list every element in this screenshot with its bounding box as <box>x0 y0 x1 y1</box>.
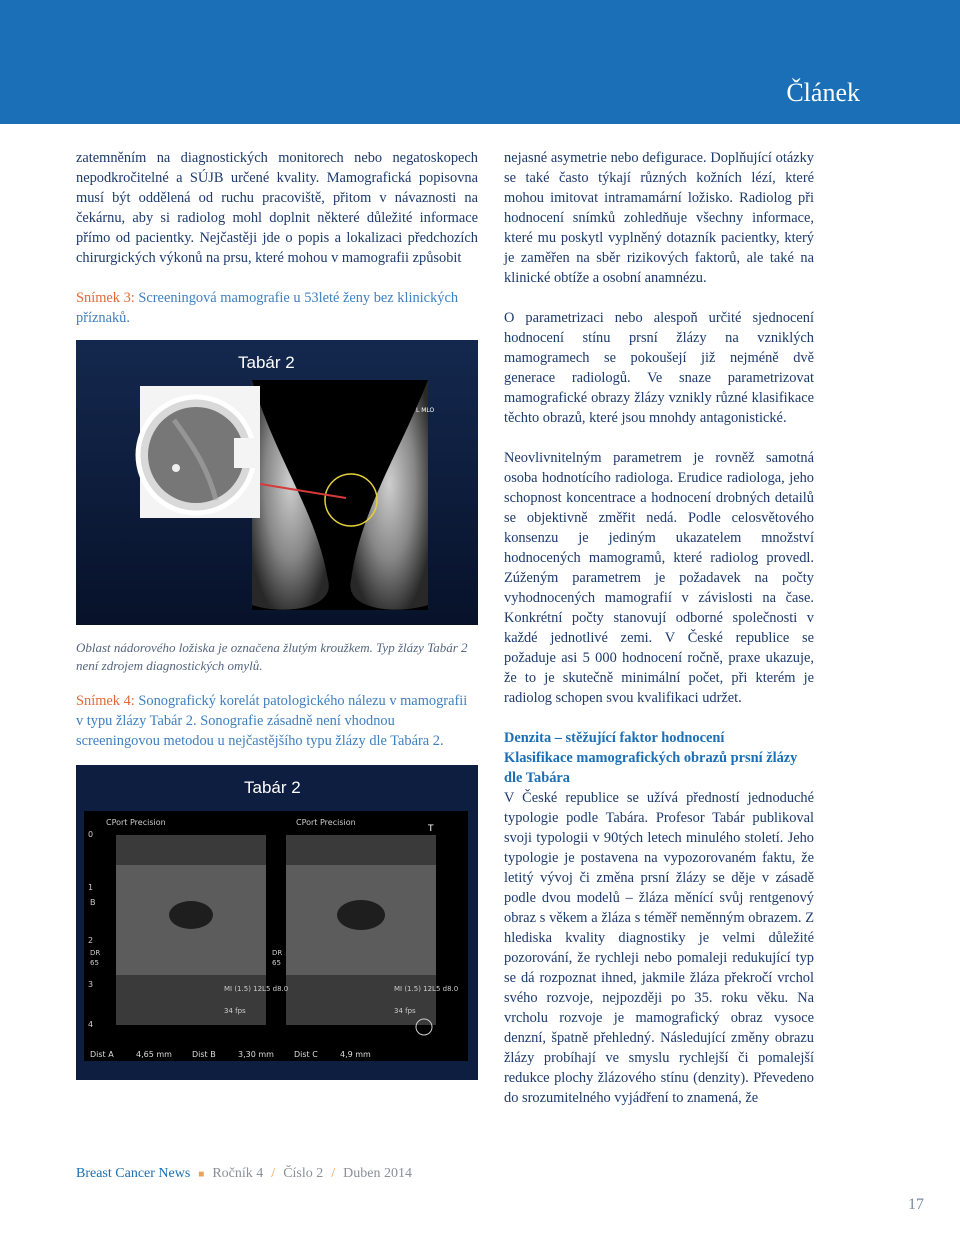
dist-a-value: 4,65 mm <box>136 1050 172 1059</box>
left-column <box>76 148 478 1080</box>
scale-4: 4 <box>88 1020 94 1029</box>
side-label-t: T <box>428 824 434 834</box>
figure-3-note: Oblast nádorového ložiska je označena žlutým kroužkem. Typ žlázy Tabár 2 není zdrojem diagnostických omylů. <box>76 640 468 673</box>
dr-right: DR <box>272 949 283 957</box>
issue: Číslo 2 <box>283 1166 324 1181</box>
figure-3-image-title: Tabár 2 <box>238 353 295 372</box>
scale-1: 1 <box>88 883 94 892</box>
section-heading-density: Denzita – stěžující faktor hodnocení <box>504 730 725 746</box>
fps-right: 34 fps <box>394 1007 416 1015</box>
mi-left: MI (1.5) 12L5 d8.0 <box>224 985 289 993</box>
right-paragraph-3: Neovlivnitelným parametrem je rovněž samotná osoba hodnotícího radiologa. Erudice radiologa, jeho schopnost koncentrace a hodnocení drobných detailů se objektivně změřit nedá. Podle celosvětového konsenzu je jediným ukazatelem množství hodnocených mamogramů, které radiolog provedl. Zúženým parametrem je požadavek na počty vyhodnocených mamografií v závislosti na čase. Konkrétní počty stanovují odborné společnosti v každé jednotlivé zemi. V České republice se požaduje asi 5 000 hodnocení ročně, praxe ukazuje, že to je skutečně minimální počet, při kterém je radiolog schopen svou kvalifikaci udržet. <box>504 450 814 706</box>
figure-3-image <box>76 340 478 625</box>
right-paragraph-1: nejasné asymetrie nebo defigurace. Doplňující otázky se také často týkají různých kožních lézí, které mohou imitovat intramamární ložisko. Radiolog při hodnocení snímků zohledňuje všechny informace, které mu poskytl vyplněný dotazník pacientky, který je zaměřen na sběr rizikových faktorů, ale také na klinické obtíže a osobní anamnézu. <box>504 150 814 286</box>
right-column <box>504 148 814 1108</box>
right-paragraph-2: O parametrizaci nebo alespoň určité sjednocení hodnocení stínu prsní žlázy na vzniklých mamogramech se pokoušejí již nejméně dvě generace radiologů. Ve snaze parametrizovat mamografické obrazy žlázy vznikly různé klasifikace těchto obrazů, které jsou mnohdy antagonistické. <box>504 310 814 426</box>
footer <box>76 1166 412 1182</box>
scale-0: 0 <box>88 830 94 839</box>
figure-3-caption <box>76 288 478 328</box>
figure-3-label: Snímek 3: <box>76 290 135 306</box>
dist-c-value: 4,9 mm <box>340 1050 371 1059</box>
figure-3-title: Screeningová mamografie u 53leté ženy bez klinických příznaků. <box>76 290 459 326</box>
dr-right-value: 65 <box>272 959 281 967</box>
section-heading-tabar: Klasifikace mamografických obrazů prsní žlázy dle Tabára <box>504 750 798 786</box>
dist-b-value: 3,30 mm <box>238 1050 274 1059</box>
issue-date: Duben 2014 <box>343 1166 412 1181</box>
mammogram-graphic <box>76 340 478 625</box>
journal-name: Breast Cancer News <box>76 1166 191 1181</box>
figure-4-label: Snímek 4: <box>76 693 135 709</box>
footer-slash-2: / <box>331 1166 336 1181</box>
footer-slash-1: / <box>271 1166 276 1181</box>
dist-a-label: Dist A <box>90 1050 114 1059</box>
footer-dot: ■ <box>198 1169 205 1180</box>
section-label: Článek <box>786 78 860 107</box>
volume: Ročník 4 <box>212 1166 264 1181</box>
side-label-b: B <box>90 898 96 907</box>
page-number: 17 <box>908 1196 924 1213</box>
dr-left-value: 65 <box>90 959 99 967</box>
dr-left: DR <box>90 949 101 957</box>
figure-4-caption <box>76 691 478 751</box>
view-marker: L MLO <box>416 407 435 414</box>
scale-3: 3 <box>88 980 94 989</box>
scale-2: 2 <box>88 936 94 945</box>
brand-right: CPort Precision <box>296 818 356 827</box>
dist-b-label: Dist B <box>192 1050 216 1059</box>
figure-4-title: Sonografický korelát patologického nálezu v mamografii v typu žlázy Tabár 2. Sonografie zásadně není vhodnou screeningovou metodou u nejčastějšího typu žlázy dle Tabára 2. <box>76 693 468 749</box>
figure-4-image <box>76 765 478 1080</box>
left-paragraph-1: zatemněním na diagnostických monitorech nebo negatoskopech nepodkročitelné a SÚJB určené kvality. Mamografická popisovna musí být oddělená od ruchu pracoviště, přitom v návaznosti na čekárnu, aby si radiolog mohl doplnit některé důležité informace přímo od pacientky. Nejčastěji jde o popis a lokalizaci předchozích chirurgických výkonů na prsu, které mohou v mamografii způsobit <box>76 150 478 266</box>
ultrasound-graphic <box>76 765 478 1080</box>
mi-right: MI (1.5) 12L5 d8.0 <box>394 985 459 993</box>
right-paragraph-4: V České republice se užívá předností jednoduché typologie podle Tabára. Profesor Tabár publikoval svoji typologii v 90tých letech minulého století. Jeho typologie je postavena na vypozorovaném faktu, že letitý vývoj či změna prsní žlázy se děje v zásadě podle dvou modelů – žláza měnící svůj rentgenový obraz s věkem a žláza s téměř neměnným obrazem. Z hlediska kvality diagnostiky je velmi důležité pozorování, že rychleji nebo pomaleji redukující typ se dá rozpoznat ihned, jakmile žláza překročí vrchol svého rozvoje, nejpozději po 35. roku věku. Na vrcholu rozvoje je mamografický obraz vysoce denzní, špatně přehledný. Následující změny obrazu žlázy probíhají ve smyslu rychlejší či pomalejší redukce plochy žlázového stínu (denzity). Převedeno do srozumitelného vyjádření to znamená, že <box>504 790 814 1106</box>
fps-left: 34 fps <box>224 1007 246 1015</box>
brand-left: CPort Precision <box>106 818 166 827</box>
dist-c-label: Dist C <box>294 1050 318 1059</box>
figure-4-image-title: Tabár 2 <box>244 778 301 797</box>
